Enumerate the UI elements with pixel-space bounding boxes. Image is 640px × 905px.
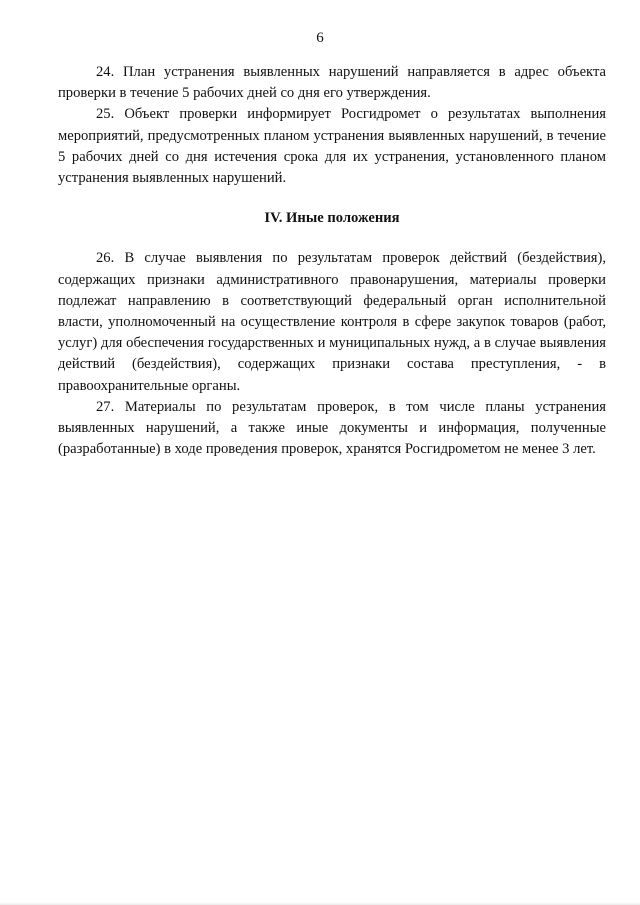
document-body <box>58 62 606 460</box>
section-title: IV. Иные положения <box>264 210 400 227</box>
paragraph-24: 24. План устранения выявленных нарушений направляется в адрес объекта проверки в течение 5 рабочих дней со дня его утверждения. <box>58 64 606 102</box>
paragraph-26: 26. В случае выявления по результатам проверок действий (бездействия), содержащих признаки административного правонарушения, материалы проверки подлежат направлению в соответствующий федеральный орган исполнительной власти, уполномоченный на осуществление контроля в сфере закупок товаров (работ, услуг) для обеспечения государственных и муниципальных нужд, а в случае выявления действий (бездействия), содержащих признаки состава преступления, - в правоохранительные органы. <box>58 250 606 394</box>
page-number: 6 <box>316 30 324 46</box>
paragraph-25: 25. Объект проверки информирует Росгидромет о результатах выполнения мероприятий, предусмотренных планом устранения выявленных нарушений, в течение 5 рабочих дней со дня истечения срока для их устранения, установленного планом устранения выявленных нарушений. <box>58 106 606 187</box>
paragraph-27: 27. Материалы по результатам проверок, в том числе планы устранения выявленных нарушений, а также иные документы и информация, полученные (разработанные) в ходе проведения проверок, хранятся Росгидрометом не менее 3 лет. <box>58 398 606 458</box>
